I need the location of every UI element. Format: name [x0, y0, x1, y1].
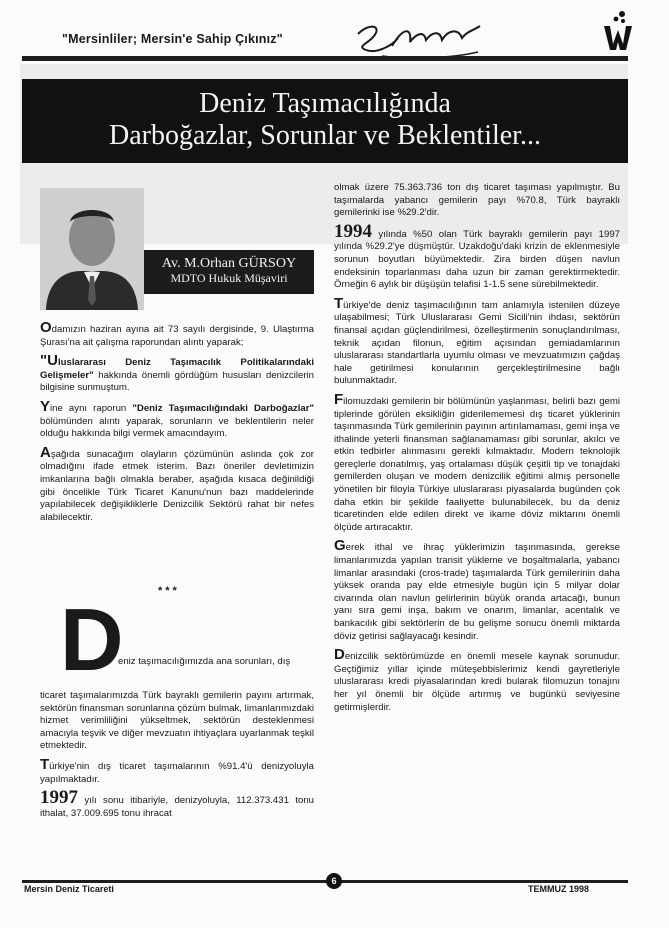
mdto-logo-icon	[600, 10, 636, 52]
paragraph: Türkiye'nin dış ticaret taşımalarının %91.4'ü denizyoluyla yapılmaktadır.	[40, 755, 314, 785]
section-stars: ***	[158, 585, 180, 597]
right-column	[334, 182, 620, 720]
paragraph: Yine aynı raporun "Deniz Taşımacılığındaki Darboğazlar" bölümünden alıntı yaparak, sorunların ve beklentilerin neler olduğu hakkında bilgi vermek amacındayım.	[40, 397, 314, 440]
dropcap-line: eniz taşımacılığımızda ana sorunları, dış	[118, 656, 291, 667]
footer-publication: Mersin Deniz Ticareti	[24, 884, 114, 894]
paragraph: Filomuzdaki gemilerin bir bölümünün yaşlanması, belirli bazı gemi tiplerinde görülen eksikliğin giderilememesi dış ticaret yüklerinin taşınmasında Türk gemilerinin payının artırılamaması, gemi inşa ve ithalinde yeterli finansman sağlanamaması gibi sorunlar, akılcı ve etkin tedbirler alınmasını gerekli kılmaktadır. Modern teknolojik gereçlerle donatılmış, yaş ortalaması düşük çeşitli tip ve tonajdaki gemilerden oluşan ve modern denizcilik eğitimi almış personelle yönetilen bir filoyla Türkiye uluslararası piyasalarda bugünden çok daha etkin bir şekilde faaliyette bulunabilecek, bu da deniz ticaretinden elde edilen direkt ve ikame döviz miktarını önemli ölçüde artıracaktır.	[334, 390, 620, 533]
paragraph: ticaret taşımalarımızda Türk bayraklı gemilerin payını artırmak, sektörün finansman sorunlarına çözüm bulmak, limanlarımızdaki hizmet verimliliğini yükseltmek, sektörün desteklenmesi amacıyla teşvik ve diğer mevzuatın ihtiyaçlara uyarlanmak teşkil etmektedir.	[40, 690, 314, 752]
paragraph: Denizcilik sektörümüzde en önemli mesele kaynak sorunudur. Geçtiğimiz yıllar içinde müteşebbislerimiz kendi gayretleriyle uluslararası kredi piyasalarından kredi bularak filomuzun tonajını her yıl önemli bir ölçüde artırmış ve bugünkü seviyesine getirmişlerdir.	[334, 646, 620, 713]
header-motto: "Mersinliler; Mersin'e Sahip Çıkınız"	[62, 32, 283, 46]
author-photo	[40, 188, 144, 310]
left-column-top	[40, 319, 314, 530]
article-title	[22, 79, 628, 163]
paragraph: Türkiye'de deniz taşımacılığının tam anlamıyla istenilen düzeye ulaşabilmesi; Türk Uluslararası Gemi Sicili'nin ihdası, sektörün finansal açıdan güçlendirilmesi, özelleştirmenin sonuçlandırılması, teknik açıdan filonun, eğitim açısından gemiadamlarının uluslararası standartlarla uyumlu olması ve mevzuatımızın çağdaş hale getirilmesi konularının gerçekleştirilmesine bağlı bulunmaktadır.	[334, 294, 620, 387]
drop-cap: D	[60, 590, 124, 689]
paragraph: Aşağıda sunacağım olayların çözümünün aslında çok zor olmadığını ifade etmek isterim. Bazı öneriler devletimizin imkanlarına bağlı olmakla beraber, aşağıda kısaca değinildiği gibi öncelikle Türk Ticaret Kanunu'nun bazı maddelerinde yapılabilecek değişikliklerle Denizcilik Sektörü rahat bir nefes alabilecektir.	[40, 443, 314, 523]
title-line-1: Deniz Taşımacılığında	[199, 88, 451, 119]
title-line-2: Darboğazlar, Sorunlar ve Beklentiler...	[109, 120, 541, 151]
paragraph: Odamızın haziran ayına ait 73 sayılı dergisinde, 9. Ulaştırma Şurası'na ait çalışma raporundan alıntı yaparak;	[40, 319, 314, 348]
page-number: 6	[326, 873, 342, 889]
author-name: Av. M.Orhan GÜRSOY	[161, 256, 297, 271]
author-caption	[144, 250, 314, 294]
paragraph: olmak üzere 75.363.736 ton dış ticaret taşıması yapılmıştır. Bu taşımalarda yabancı gemilerin payı %70.8, Türk bayraklı gemilerinki ise %29.2'dir.	[334, 182, 620, 219]
paragraph: 1994 yılında %50 olan Türk bayraklı gemilerin payı 1997 yılında %29.2'ye düşmüştür. Uzakdoğu'daki krizin de eklenmesiyle sorunun boyutları büyümektedir. Zira birden düşen navlun endeksinin toparlanması daha uzun bir zaman gerektirmektedir. Örneğin 6 aylık bir düşüşün telafisi 1-1.5 sene sürebilmektedir.	[334, 220, 620, 291]
header-rule	[22, 56, 628, 61]
author-role: MDTO Hukuk Müşaviri	[170, 271, 288, 285]
footer-date: TEMMUZ 1998	[528, 884, 590, 894]
footer-rule	[22, 880, 628, 883]
paragraph: 1997 yılı sonu itibariyle, denizyoluyla, 112.373.431 tonu ithalat, 37.009.695 tonu ihracat	[40, 787, 314, 819]
paragraph: Gerek ithal ve ihraç yüklerimizin taşınmasında, gerekse limanlarımızda yapılan transit yükleme ve boşaltmalarla, yabancı limanlar arasındaki (cros-trade) taşımalarda Türk gemilerinin daha yüksek oranda pay elde etmesiyle bugün için 5 milyar dolar civarında olan navlun gelirlerinin büyük oranda artacağı, bunun yanı sıra gemi inşa, bakım ve onarım, limanlar, acentalık ve bankacılık gibi sektörlerin de bu gelişme sonucu önemli miktarda döviz getirisi sağlayacağı kesindir.	[334, 537, 620, 642]
left-column-bottom	[40, 690, 314, 826]
paragraph: "Uluslararası Deniz Taşımacılık Politikalarındaki Gelişmeler" hakkında önemli gördüğüm hususları denizcilerin bilgisine sunmuştum.	[40, 352, 314, 394]
